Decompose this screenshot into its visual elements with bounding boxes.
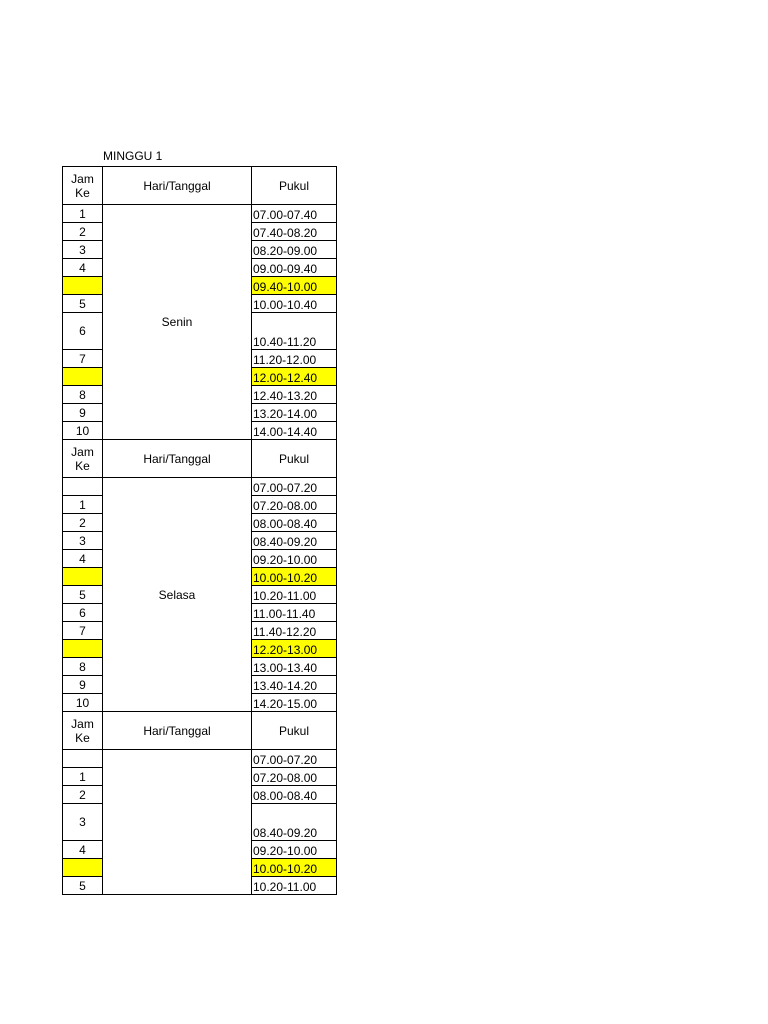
time-cell: 07.00-07.40 [252,205,337,223]
jam-ke-cell [63,478,103,496]
break-time-cell: 12.20-13.00 [252,640,337,658]
break-time-cell: 10.00-10.20 [252,568,337,586]
jam-ke-cell: 10 [63,422,103,440]
time-cell: 13.20-14.00 [252,404,337,422]
time-cell: 11.00-11.40 [252,604,337,622]
schedule-table [62,166,337,895]
header-hari-tanggal: Hari/Tanggal [103,712,252,750]
jam-ke-cell: 2 [63,514,103,532]
header-row [63,167,337,205]
break-time-cell: 10.00-10.20 [252,859,337,877]
jam-ke-cell [63,277,103,295]
time-cell: 08.20-09.00 [252,241,337,259]
jam-ke-cell: 8 [63,658,103,676]
header-jam-ke: Jam Ke [63,440,103,478]
jam-ke-cell: 5 [63,586,103,604]
time-cell: 11.20-12.00 [252,350,337,368]
jam-ke-cell: 7 [63,350,103,368]
time-cell: 10.20-11.00 [252,586,337,604]
time-cell: 07.20-08.00 [252,496,337,514]
day-cell: Selasa [103,478,252,712]
jam-ke-cell: 6 [63,604,103,622]
time-cell: 10.00-10.40 [252,295,337,313]
jam-ke-cell: 5 [63,877,103,895]
time-cell: 11.40-12.20 [252,622,337,640]
jam-ke-cell [63,368,103,386]
time-cell: 14.20-15.00 [252,694,337,712]
jam-ke-cell: 8 [63,386,103,404]
jam-ke-cell: 10 [63,694,103,712]
jam-ke-cell [63,640,103,658]
header-row [63,712,337,750]
jam-ke-cell: 5 [63,295,103,313]
break-time-cell: 12.00-12.40 [252,368,337,386]
jam-ke-cell: 4 [63,259,103,277]
schedule-body [63,167,337,895]
time-cell: 13.00-13.40 [252,658,337,676]
time-cell: 08.00-08.40 [252,514,337,532]
break-time-cell: 09.40-10.00 [252,277,337,295]
jam-ke-cell: 1 [63,768,103,786]
header-pukul: Pukul [252,167,337,205]
jam-ke-cell: 2 [63,786,103,804]
jam-ke-cell: 1 [63,496,103,514]
time-cell: 14.00-14.40 [252,422,337,440]
jam-ke-cell: 3 [63,532,103,550]
time-cell: 08.00-08.40 [252,786,337,804]
header-pukul: Pukul [252,440,337,478]
day-cell [103,750,252,895]
jam-ke-cell [63,750,103,768]
jam-ke-cell: 3 [63,241,103,259]
jam-ke-cell: 4 [63,550,103,568]
jam-ke-cell: 4 [63,841,103,859]
jam-ke-cell: 6 [63,313,103,350]
time-cell: 12.40-13.20 [252,386,337,404]
jam-ke-cell: 9 [63,676,103,694]
time-cell: 07.20-08.00 [252,768,337,786]
jam-ke-cell: 9 [63,404,103,422]
header-jam-ke: Jam Ke [63,167,103,205]
table-row [63,750,337,768]
jam-ke-cell [63,859,103,877]
jam-ke-cell: 2 [63,223,103,241]
time-cell: 09.20-10.00 [252,550,337,568]
time-cell: 07.00-07.20 [252,750,337,768]
header-pukul: Pukul [252,712,337,750]
header-jam-ke: Jam Ke [63,712,103,750]
header-hari-tanggal: Hari/Tanggal [103,167,252,205]
time-cell: 07.00-07.20 [252,478,337,496]
table-row [63,478,337,496]
time-cell: 07.40-08.20 [252,223,337,241]
time-cell: 08.40-09.20 [252,532,337,550]
time-cell: 13.40-14.20 [252,676,337,694]
header-row [63,440,337,478]
time-cell: 10.40-11.20 [252,313,337,350]
jam-ke-cell: 1 [63,205,103,223]
jam-ke-cell: 3 [63,804,103,841]
header-hari-tanggal: Hari/Tanggal [103,440,252,478]
day-cell: Senin [103,205,252,440]
time-cell: 10.20-11.00 [252,877,337,895]
time-cell: 09.20-10.00 [252,841,337,859]
jam-ke-cell [63,568,103,586]
sheet-title: MINGGU 1 [103,149,163,163]
table-row [63,205,337,223]
jam-ke-cell: 7 [63,622,103,640]
time-cell: 09.00-09.40 [252,259,337,277]
time-cell: 08.40-09.20 [252,804,337,841]
